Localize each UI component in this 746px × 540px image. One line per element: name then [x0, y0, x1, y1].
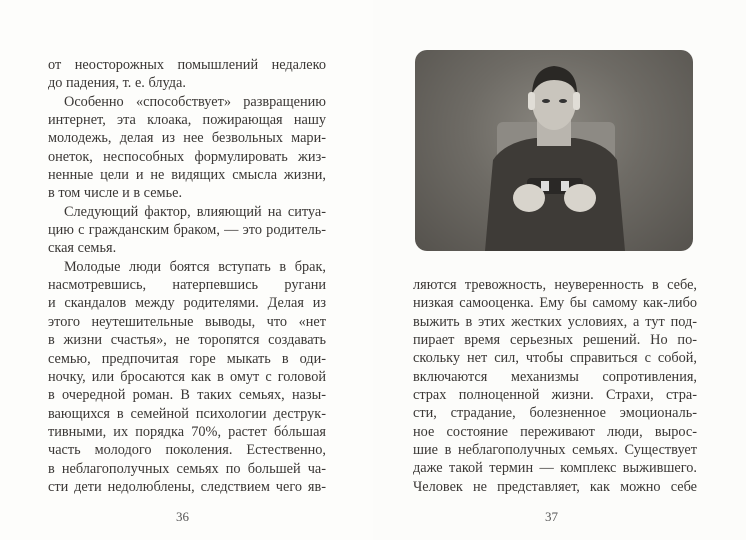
right-page-text	[413, 276, 697, 496]
text-line: Человек не представляет, как можно себе	[413, 478, 697, 495]
text-line: Следующий фактор, влияющий на ситуа-	[64, 203, 326, 220]
text-line: ненные цели и не видящих смысла жизни,	[48, 167, 326, 184]
text-line: молодежь, делая из нее безвольных мари-	[48, 130, 326, 147]
text-line: часть молодого поколения. Естественно,	[48, 442, 326, 459]
text-line: страх полноценной жизни. Страхи, стра-	[413, 387, 697, 404]
text-line: пирает время серьезных решений. Но по-	[413, 332, 697, 349]
text-line: от неосторожных помышлений недалеко	[48, 57, 326, 73]
text-line: интернет, эта клоака, пожирающая нашу	[48, 112, 326, 129]
man-with-gamepad-image	[415, 50, 693, 251]
text-line: ное состояние переживают люди, вырос-	[413, 423, 697, 440]
text-line: тивными, их порядка 70%, растет бóльшая	[48, 423, 326, 440]
text-line: семью, предпочитая горе мыкать в оди-	[48, 350, 326, 367]
text-line: скольку нет сил, чтобы справиться с собой,	[413, 350, 697, 367]
text-line: в очередной роман. В таких семьях, назы-	[48, 387, 326, 404]
left-page-text	[48, 56, 326, 496]
text-line: включаются механизмы сопротивления,	[413, 368, 697, 385]
text-line: ляются тревожность, неуверенность в себе,	[413, 277, 697, 293]
text-line: насмотревшись, натерпевшись ругани	[48, 277, 326, 294]
text-line: сти дети недолюблены, следствием чего яв-	[48, 478, 326, 495]
text-line: в неблагополучных семьях по большей ча-	[48, 460, 326, 477]
text-line: онеток, неспособных формулировать жиз-	[48, 148, 326, 165]
text-line: даже такой термин — комплекс выжившего.	[413, 460, 697, 477]
text-line: цию с гражданским браком, — это родитель-	[48, 222, 326, 239]
text-line: этого неутешительные выводы, что «нет	[48, 313, 326, 330]
text-line: ская семья.	[48, 240, 117, 257]
text-line: ночку, или бросаются как в омут с головой	[48, 368, 326, 385]
photo	[415, 50, 693, 251]
text-line: низкая самооценка. Ему бы самому как-либо	[413, 295, 697, 312]
right-page	[373, 0, 746, 540]
text-line: Молодые люди боятся вступать в брак,	[64, 258, 326, 275]
text-line: до падения, т. е. блуда.	[48, 75, 186, 92]
page-number: 36	[176, 509, 189, 524]
text-line: в жизни счастья», не торопятся создавать	[48, 332, 326, 349]
text-line: сти, страдание, болезненное эмоциональ-	[413, 405, 697, 422]
text-line: выжить в этих жестких условиях, а тут под-	[413, 313, 697, 330]
text-line: Особенно «способствует» развращению	[64, 93, 326, 110]
text-line: вающихся в семейной психологии деструк-	[48, 405, 326, 422]
text-line: и скандалов между родителями. Делая из	[48, 295, 326, 312]
text-line: в том числе и в семье.	[48, 185, 183, 202]
text-line: шие в неблагополучных семьях. Существует	[413, 442, 697, 459]
page-number: 37	[545, 509, 558, 524]
